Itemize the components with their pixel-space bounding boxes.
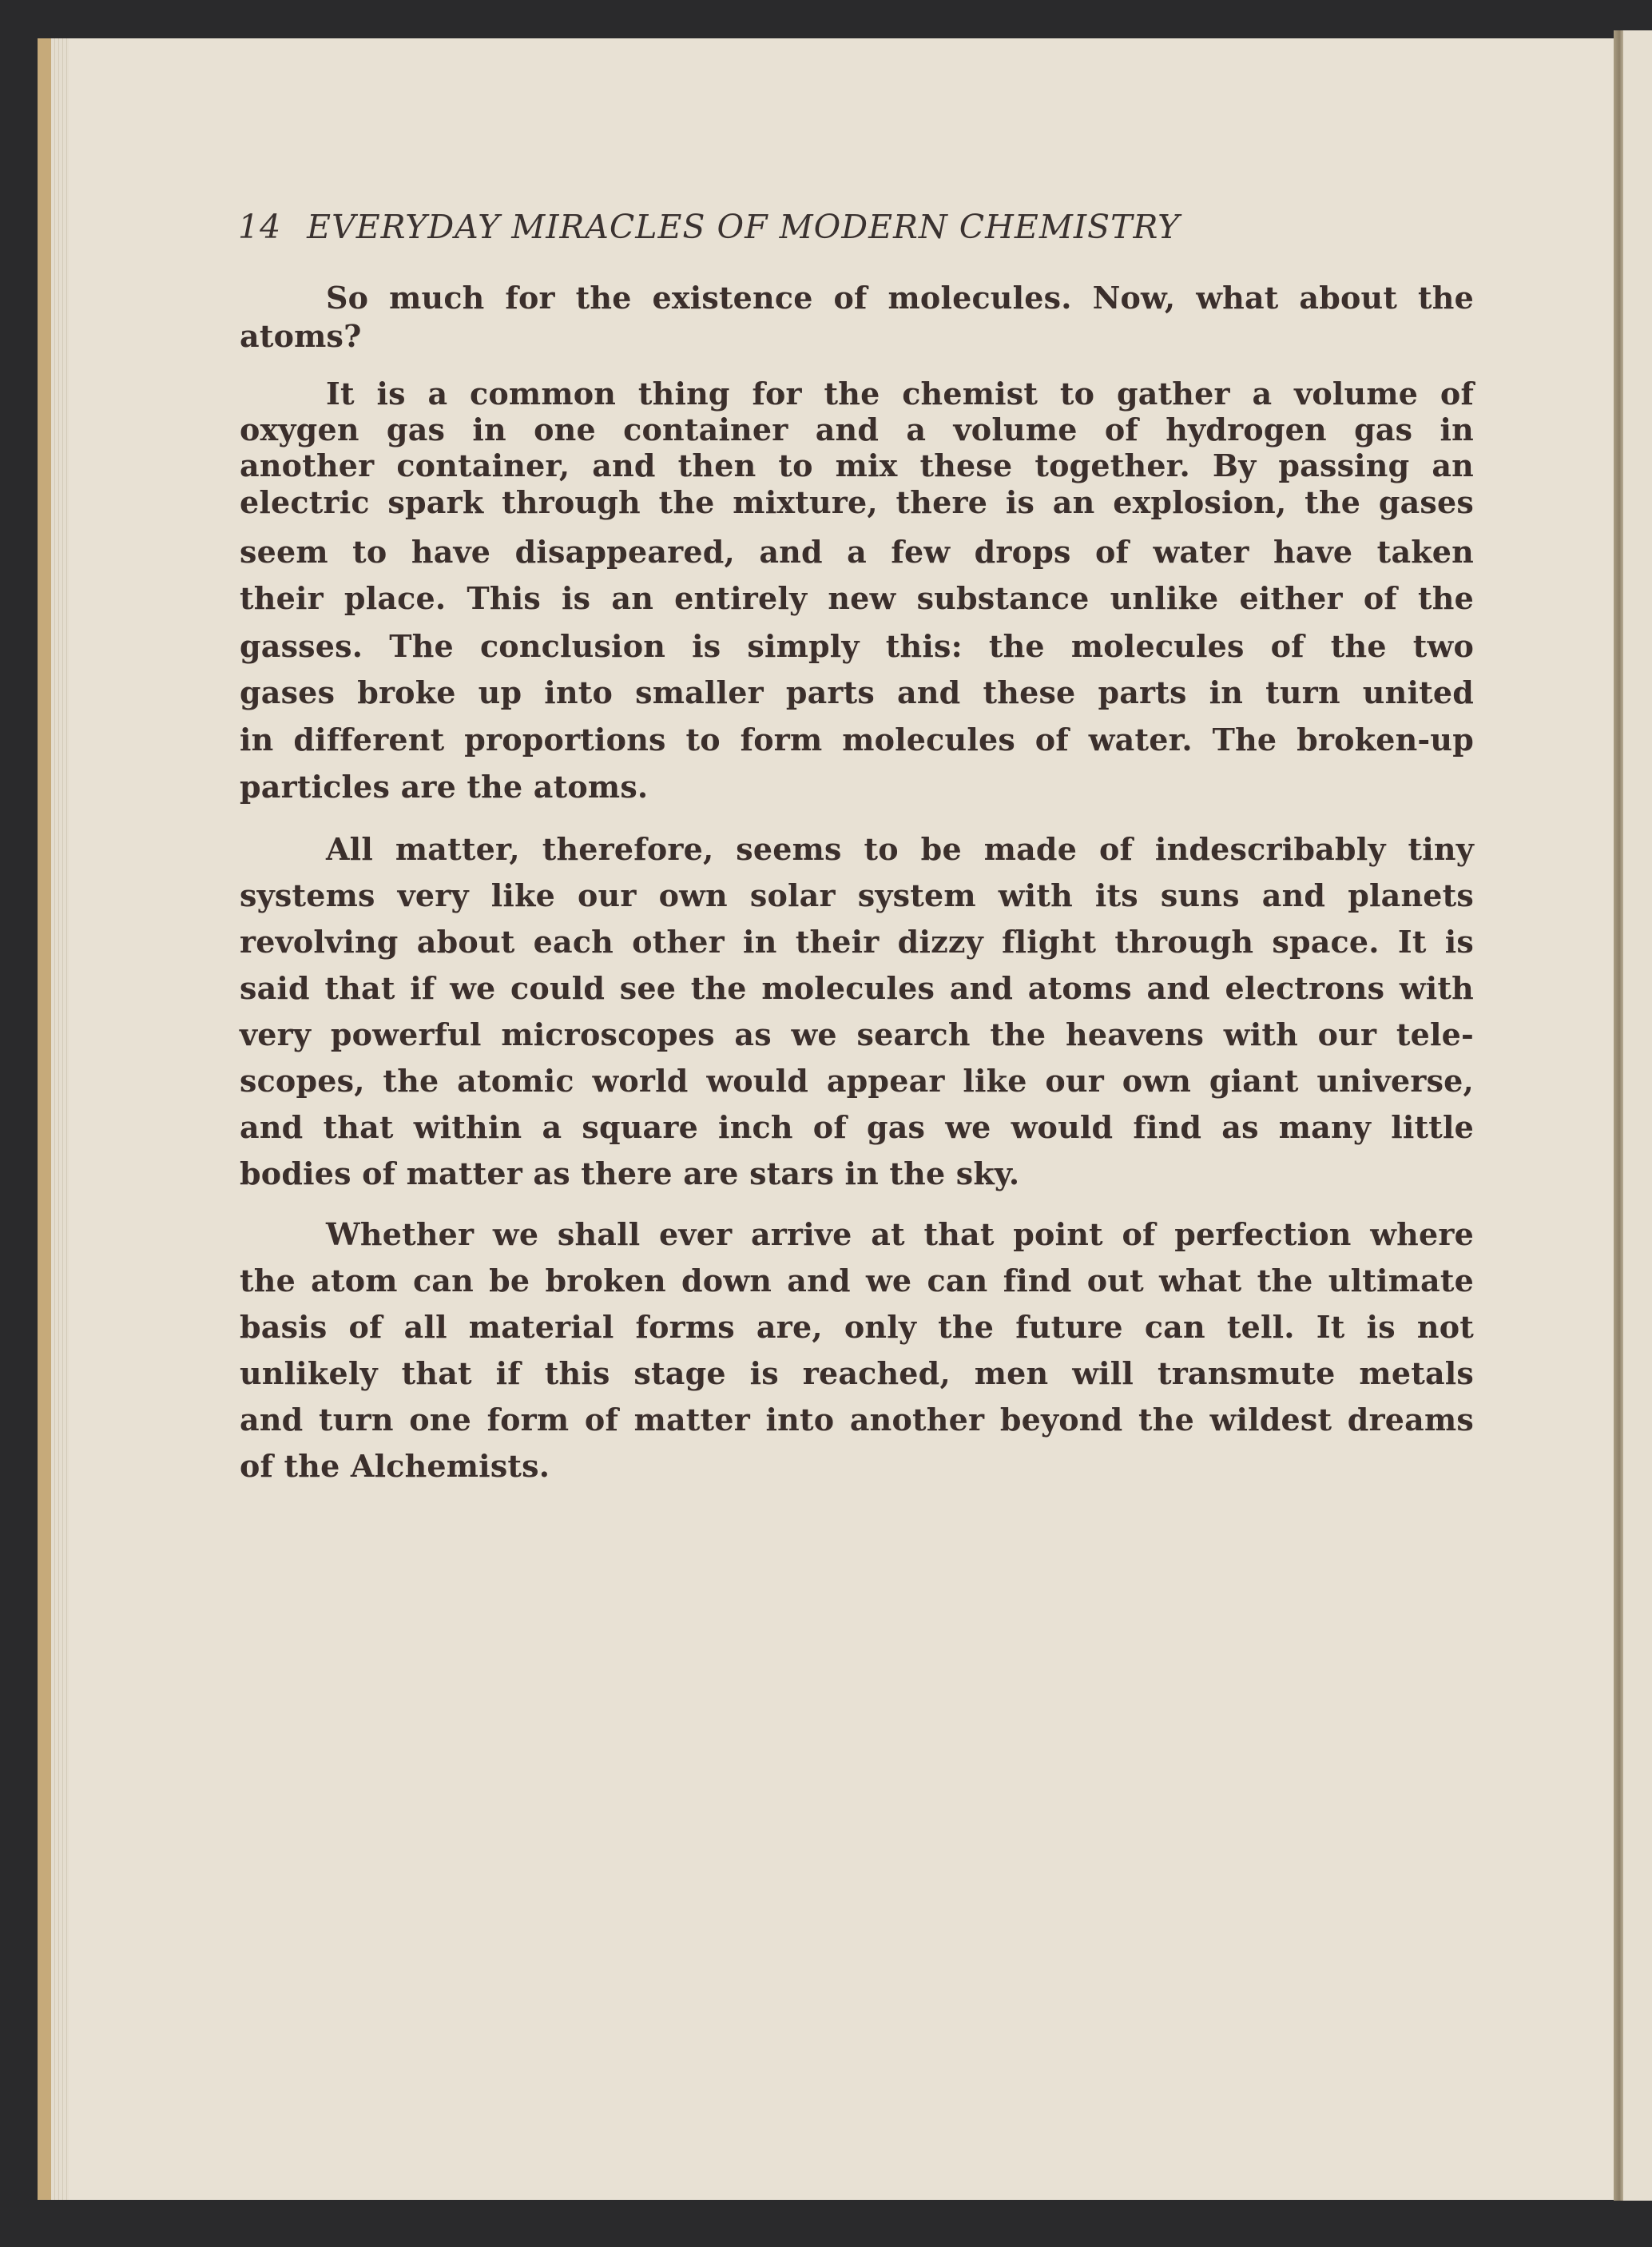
text-line: very powerful microscopes as we search the heavens with our tele- [240, 1016, 1474, 1052]
text-line: So much for the existence of molecules. Now, what about the [326, 280, 1474, 316]
page-gutter [1614, 30, 1623, 2201]
running-head [238, 208, 1180, 246]
text-line: in different proportions to form molecules of water. The broken-up [240, 722, 1474, 758]
text-line: Whether we shall ever arrive at that point of perfection where [326, 1216, 1474, 1252]
text-line: said that if we could see the molecules and atoms and electrons with [240, 970, 1474, 1006]
text-line: of the Alchemists. [240, 1448, 550, 1484]
text-line: revolving about each other in their dizzy flight through space. It is [240, 924, 1474, 960]
running-title: EVERYDAY MIRACLES OF MODERN CHEMISTRY [307, 208, 1181, 246]
text-line: scopes, the atomic world would appear like our own giant universe, [240, 1063, 1474, 1099]
text-line: the atom can be broken down and we can find out what the ultimate [240, 1263, 1474, 1298]
text-line: and turn one form of matter into another beyond the wildest dreams [240, 1402, 1474, 1438]
text-line: another container, and then to mix these together. By passing an [240, 447, 1474, 483]
text-line: unlikely that if this stage is reached, men will transmute metals [240, 1355, 1474, 1391]
text-line: All matter, therefore, seems to be made of indescribably tiny [326, 831, 1474, 867]
text-line: basis of all material forms are, only the future can tell. It is not [240, 1309, 1474, 1345]
text-line: oxygen gas in one container and a volume of hydrogen gas in [240, 412, 1474, 447]
text-line: It is a common thing for the chemist to gather a volume of [326, 376, 1474, 412]
text-line: seem to have disappeared, and a few drops of water have taken [240, 534, 1474, 570]
text-line: particles are the atoms. [240, 769, 649, 805]
text-line: atoms? [240, 318, 362, 354]
text-line: their place. This is an entirely new substance unlike either of the [240, 580, 1474, 616]
text-line: systems very like our own solar system with its suns and planets [240, 877, 1474, 913]
text-line: and that within a square inch of gas we would find as many little [240, 1109, 1474, 1145]
page-number: 14 [238, 208, 282, 246]
text-line: gasses. The conclusion is simply this: the molecules of the two [240, 628, 1474, 664]
adjacent-page [1623, 30, 1652, 2201]
text-line: gases broke up into smaller parts and these parts in turn united [240, 674, 1474, 710]
text-line: electric spark through the mixture, there is an explosion, the gases [240, 484, 1474, 520]
text-line: bodies of matter as there are stars in the sky. [240, 1155, 1020, 1191]
